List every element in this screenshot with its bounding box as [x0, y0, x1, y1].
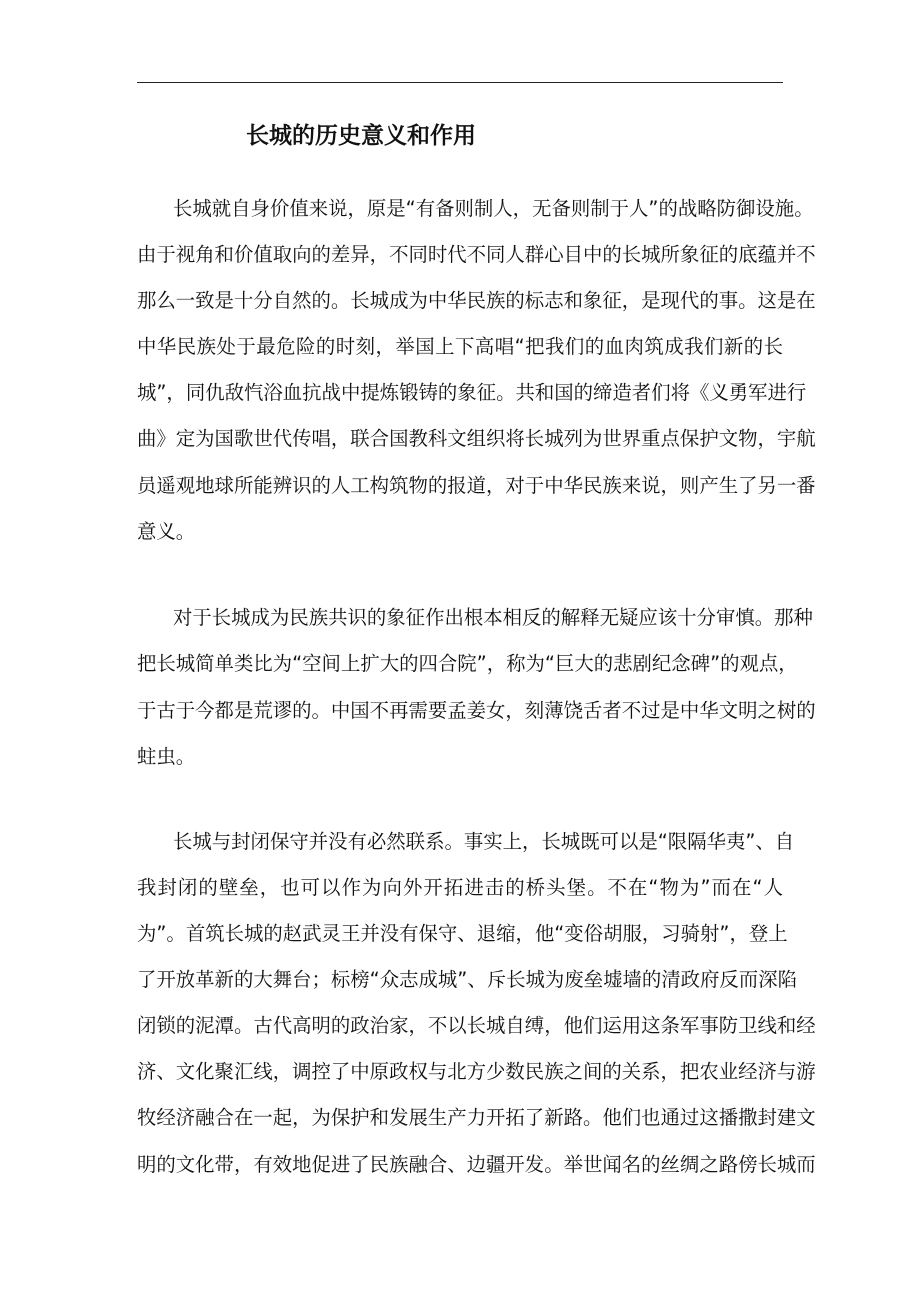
- paragraph-line: 员遥观地球所能辨识的人工构筑物的报道，对于中华民族来说，则产生了另一番: [137, 474, 816, 497]
- paragraph-line: 由于视角和价值取向的差异，不同时代不同人群心目中的长城所象征的底蕴并不: [137, 243, 816, 266]
- paragraph-line: 那么一致是十分自然的。长城成为中华民族的标志和象征，是现代的事。这是在: [137, 289, 816, 312]
- paragraph-line: 把长城简单类比为“空间上扩大的四合院”，称为“巨大的悲剧纪念碑”的观点，: [137, 652, 798, 675]
- paragraph-line: 于古于今都是荒谬的。中国不再需要孟姜女，刻薄饶舌者不过是中华文明之树的: [137, 699, 816, 722]
- paragraph-line: 长城就自身价值来说，原是“有备则制人，无备则制于人”的战略防御设施。: [173, 197, 814, 220]
- paragraph-line: 长城与封闭保守并没有必然联系。事实上，长城既可以是“限隔华夷”、自: [173, 830, 795, 853]
- document-title: 长城的历史意义和作用: [246, 123, 476, 149]
- paragraph-line: 了开放革新的大舞台；标榜“众志成城”、斥长城为废垒墟墙的清政府反而深陷: [137, 968, 797, 991]
- paragraph-line: 城”，同仇敌忾浴血抗战中提炼锻铸的象征。共和国的缔造者们将《义勇军进行: [137, 381, 807, 404]
- header-rule: [137, 82, 783, 83]
- paragraph-line: 牧经济融合在一起，为保护和发展生产力开拓了新路。他们也通过这播撒封建文: [137, 1106, 816, 1129]
- paragraph-line: 中华民族处于最危险的时刻，举国上下高唱“把我们的血肉筑成我们新的长: [137, 335, 783, 358]
- paragraph-line: 意义。: [137, 520, 196, 543]
- paragraph-line: 我封闭的壁垒，也可以作为向外开拓进击的桥头堡。不在“物为”而在“人: [137, 876, 783, 899]
- paragraph-line: 明的文化带，有效地促进了民族融合、边疆开发。举世闻名的丝绸之路傍长城而: [137, 1153, 816, 1176]
- paragraph-line: 蛀虫。: [137, 745, 196, 768]
- paragraph-line: 曲》定为国歌世代传唱，联合国教科文组织将长城列为世界重点保护文物，宇航: [137, 427, 816, 450]
- paragraph-line: 对于长城成为民族共识的象征作出根本相反的解释无疑应该十分审慎。那种: [173, 606, 813, 629]
- paragraph-line: 为”。首筑长城的赵武灵王并没有保守、退缩，他“变俗胡服，习骑射”，登上: [137, 922, 788, 945]
- paragraph-line: 济、文化聚汇线，调控了中原政权与北方少数民族之间的关系，把农业经济与游: [137, 1060, 816, 1083]
- paragraph-line: 闭锁的泥潭。古代高明的政治家，不以长城自缚，他们运用这条军事防卫线和经: [137, 1014, 816, 1037]
